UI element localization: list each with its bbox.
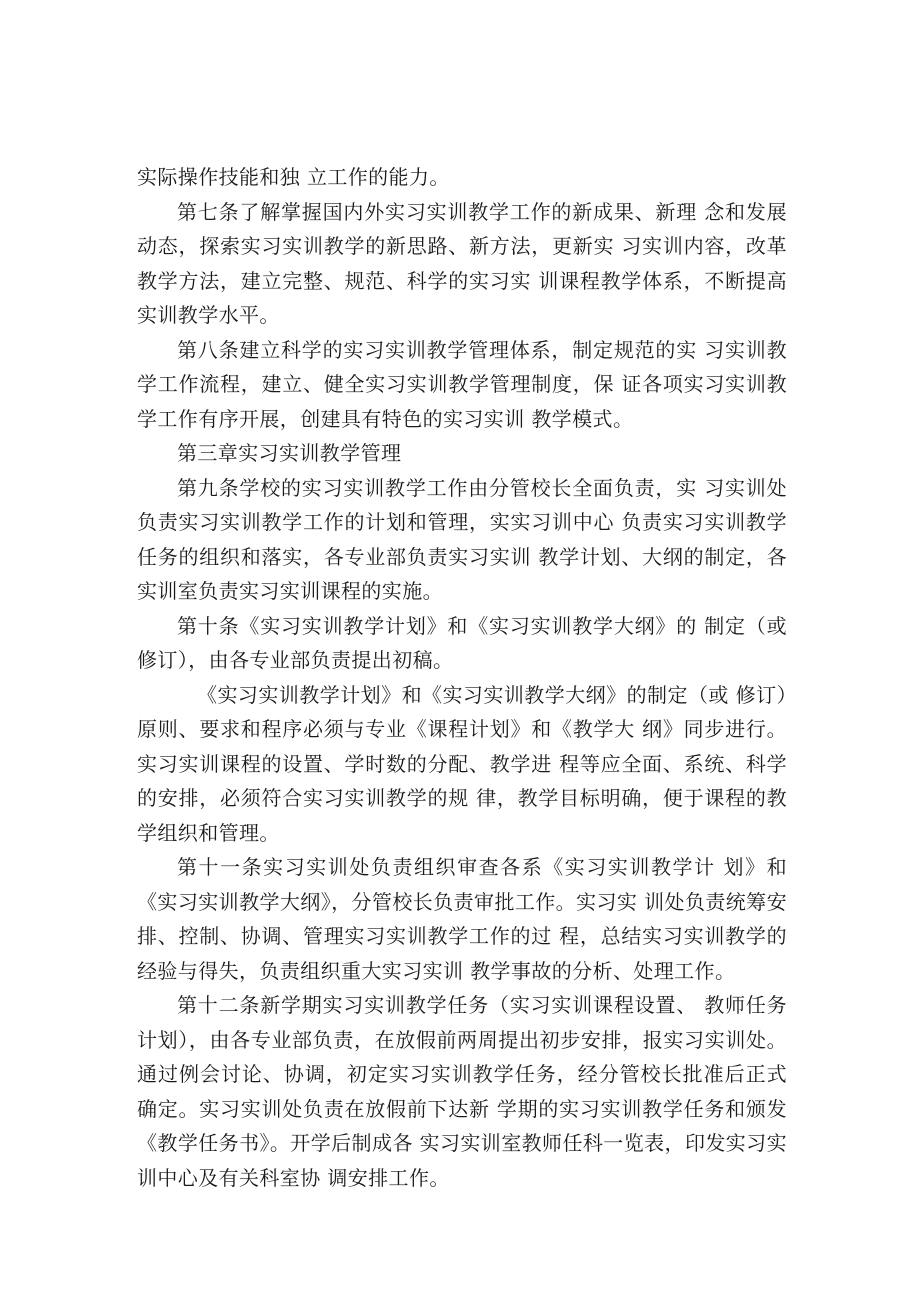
document-body [137,160,787,1195]
paragraph-article-8: 第八条建立科学的实习实训教学管理体系，制定规范的实 习实训教学工作流程，建立、健全实习实训教学管理制度，保 证各项实习实训教学工作有序开展，创建具有特色的实习实训 教学模式。 [137,337,787,431]
paragraph-article-7: 第七条了解掌握国内外实习实训教学工作的新成果、新理 念和发展动态，探索实习实训教学的新思路、新方法，更新实 习实训内容，改革教学方法，建立完整、规范、科学的实习实 训课程教学体系，不断提高实训教学水平。 [137,199,787,327]
paragraph-article-11: 第十一条实习实训处负责组织审查各系《实习实训教学计 划》和《实习实训教学大纲》，分管校长负责审批工作。实习实 训处负责统筹安排、控制、协调、管理实习实训教学工作的过 程，总结实习实训教学的经验与得失，负责组织重大实习实训 教学事故的分析、处理工作。 [137,855,787,983]
chapter-heading: 第三章实习实训教学管理 [177,441,402,465]
paragraph-article-12: 第十二条新学期实习实训教学任务（实习实训课程设置、 教师任务计划），由各专业部负责，在放假前两周提出初步安排，报实习实训处。通过例会讨论、协调，初定实习实训教学任务，经分管校长批准后正式确定。实习实训处负责在放假前下达新 学期的实习实训教学任务和颁发《教学任务书》。开学后制成各 实习实训室教师任科一览表，印发实习实训中心及有关科室协 调安排工作。 [137,993,787,1190]
paragraph-article-10: 第十条《实习实训教学计划》和《实习实训教学大纲》的 制定（或修订），由各专业部负责提出初稿。 [137,613,787,672]
paragraph-continuation: 实际操作技能和独 立工作的能力。 [137,165,450,189]
paragraph-article-9: 第九条学校的实习实训教学工作由分管校长全面负责，实 习实训处负责实习实训教学工作的计划和管理，实实习训中心 负责实习实训教学任务的组织和落实，各专业部负责实习实训 教学计划、大纲的制定，各实训室负责实习实训课程的实施。 [137,475,787,603]
paragraph-plan-principles: 《实习实训教学计划》和《实习实训教学大纲》的制定（或 修订）原则、要求和程序必须与专业《课程计划》和《教学大 纲》同步进行。实习实训课程的设置、学时数的分配、教学进 程等应全面、系统、科学的安排，必须符合实习实训教学的规 律，教学目标明确，便于课程的教学组织和管理。 [137,682,787,845]
